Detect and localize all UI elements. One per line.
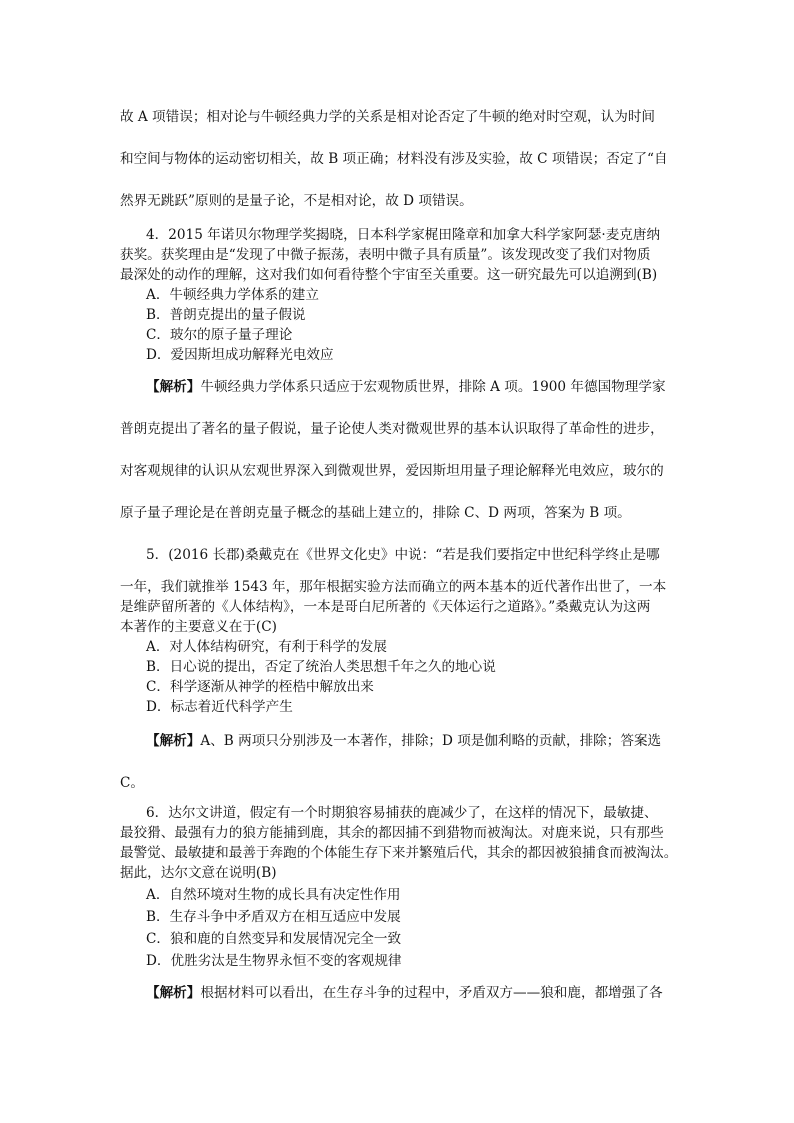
q4-analysis-line-1 <box>146 378 666 396</box>
q6-stem-line-2: 最狡猾、最强有力的狼方能捕到鹿，其余的都因捕不到猎物而被淘汰。对鹿来说，只有那些 <box>120 825 664 841</box>
q4-option-c: C．玻尔的原子量子理论 <box>146 327 293 343</box>
q4-option-b: B．普朗克提出的量子假说 <box>146 307 306 323</box>
q5-stem-line-3: 是维萨留所著的《人体结构》，一本是哥白尼所著的《天体运行之道路》。”桑戴克认为这两 <box>120 599 651 615</box>
q4-analysis-tag: 【解析】 <box>146 379 201 395</box>
q5-option-b: B．日心说的提出，否定了统治人类思想千年之久的地心说 <box>146 659 496 675</box>
analysis-prev-line-1: 故 A 项错误；相对论与牛顿经典力学的关系是相对论否定了牛顿的绝对时空观，认为时间 <box>120 109 656 125</box>
q4-analysis-line-4: 原子量子理论是在普朗克量子概念的基础上建立的，排除 C、D 两项，答案为 B 项。 <box>120 505 631 521</box>
q4-option-d: D．爱因斯坦成功解释光电效应 <box>146 347 334 363</box>
q5-option-c: C．科学逐渐从神学的桎梏中解放出来 <box>146 679 374 695</box>
q5-stem-line-4: 本著作的主要意义在于(C) <box>120 619 277 635</box>
q6-analysis-line-1 <box>146 984 663 1002</box>
q4-option-a: A．牛顿经典力学体系的建立 <box>146 287 319 303</box>
q5-option-d: D．标志着近代科学产生 <box>146 699 293 715</box>
q6-option-a: A．自然环境对生物的成长具有决定性作用 <box>146 887 401 903</box>
q6-stem-line-1: 6．达尔文讲道，假定有一个时期狼容易捕获的鹿减少了，在这样的情况下，最敏捷、 <box>146 805 658 821</box>
q4-analysis-line-2: 普朗克提出了著名的量子假说，量子论使人类对微观世界的基本认识取得了革命性的进步， <box>120 421 664 437</box>
q5-stem-line-2: 一年，我们就推举 1543 年，那年根据实验方法而确立的两本基本的近代著作出世了，一本 <box>120 579 667 595</box>
q5-analysis-text: A、B 两项只分别涉及一本著作，排除；D 项是伽利略的贡献，排除；答案选 <box>200 733 662 749</box>
q6-analysis-tag: 【解析】 <box>146 985 201 1001</box>
q6-option-b: B．生存斗争中矛盾双方在相互适应中发展 <box>146 909 401 925</box>
q6-stem-line-3: 最警觉、最敏捷和最善于奔跑的个体能生存下来并繁殖后代，其余的都因被狼捕食而被淘汰。 <box>120 845 678 861</box>
analysis-prev-line-2: 和空间与物体的运动密切相关，故 B 项正确；材料没有涉及实验，故 C 项错误；否定了“自 <box>120 151 668 167</box>
q4-stem-line-3: 最深处的动作的理解，这对我们如何看待整个宇宙至关重要。这一研究最先可以追溯到(B) <box>120 267 658 283</box>
q5-analysis-line-2: C。 <box>120 775 144 791</box>
q4-analysis-text: 牛顿经典力学体系只适应于宏观物质世界，排除 A 项。1900 年德国物理学家 <box>200 379 666 395</box>
q5-stem-line-1: 5．(2016 长郡)桑戴克在《世界文化史》中说：“若是我们要指定中世纪科学终止是哪 <box>146 547 660 563</box>
q6-option-d: D．优胜劣汰是生物界永恒不变的客观规律 <box>146 953 402 969</box>
q6-option-c: C．狼和鹿的自然变异和发展情况完全一致 <box>146 931 402 947</box>
q4-analysis-line-3: 对客观规律的认识从宏观世界深入到微观世界，爱因斯坦用量子理论解释光电效应，玻尔的 <box>120 463 664 479</box>
q6-analysis-text: 根据材料可以看出，在生存斗争的过程中，矛盾双方——狼和鹿，都增强了各 <box>200 985 663 1001</box>
q4-stem-line-2: 获奖。获奖理由是“发现了中微子振荡，表明中微子具有质量”。该发现改变了我们对物质 <box>120 247 651 263</box>
q4-stem-line-1: 4．2015 年诺贝尔物理学奖揭晓，日本科学家梶田隆章和加拿大科学家阿瑟·麦克唐纳 <box>146 227 661 243</box>
q5-analysis-tag: 【解析】 <box>146 733 201 749</box>
q6-stem-line-4: 据此，达尔文意在说明(B) <box>120 865 277 881</box>
analysis-prev-line-3: 然界无跳跃”原则的是量子论，不是相对论，故 D 项错误。 <box>120 193 473 209</box>
q5-option-a: A．对人体结构研究，有利于科学的发展 <box>146 639 387 655</box>
q5-analysis-line-1 <box>146 732 661 750</box>
